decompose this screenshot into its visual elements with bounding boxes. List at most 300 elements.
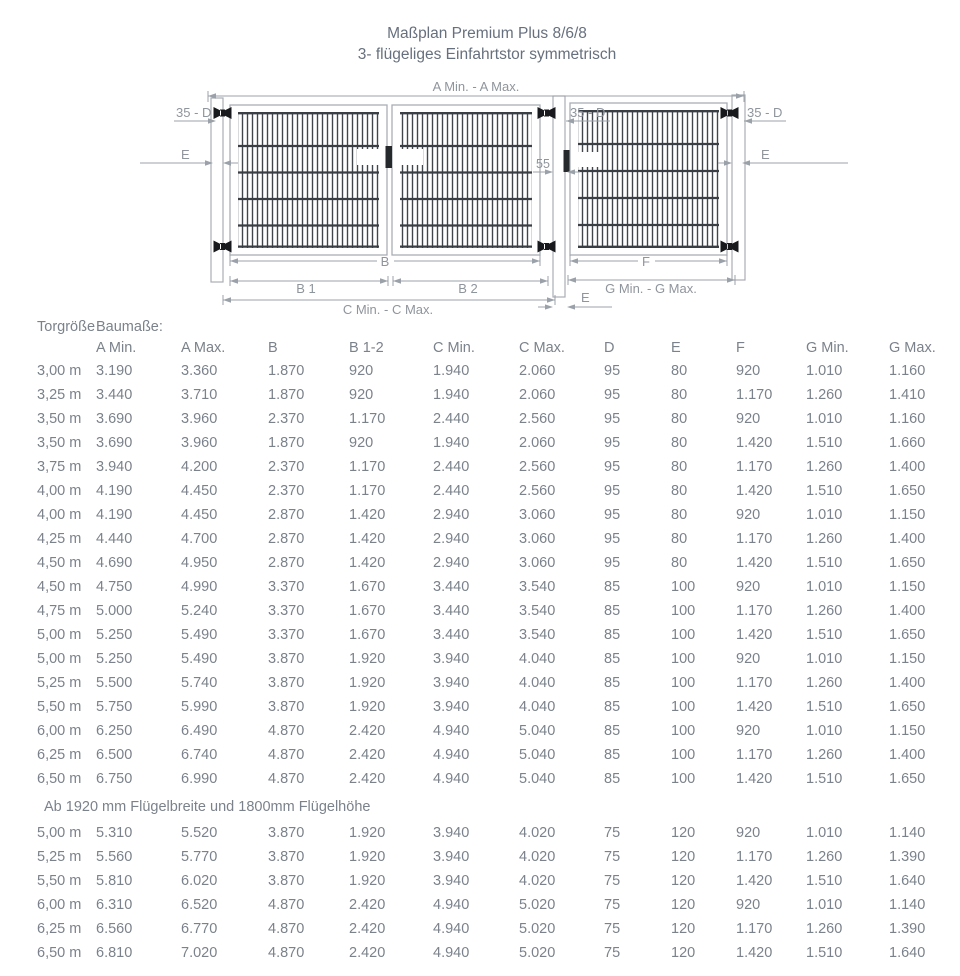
table-cell: 1.150 (889, 723, 926, 739)
table-cell: 1.420 (736, 945, 773, 961)
table-cell: 3.940 (433, 825, 470, 841)
table-cell: 2.560 (519, 483, 556, 499)
table-cell: 6.020 (181, 873, 218, 889)
table-cell: 7.020 (181, 945, 218, 961)
section-note: Ab 1920 mm Flügelbreite und 1800mm Flügelhöhe (44, 799, 371, 815)
table-cell: 1.160 (889, 411, 926, 427)
table-cell: 6.740 (181, 747, 218, 763)
table-cell: 2.440 (433, 459, 470, 475)
table-cell: 5,00 m (37, 627, 82, 643)
table-cell: 1.260 (806, 531, 843, 547)
hinge-icon (721, 241, 739, 253)
table-row (0, 383, 960, 407)
table-cell: 3.940 (433, 699, 470, 715)
table-cell: 100 (671, 603, 696, 619)
table-cell: 4.940 (433, 771, 470, 787)
table-cell: 4.950 (181, 555, 218, 571)
table-cell: 1.170 (349, 483, 386, 499)
table-cell: 100 (671, 699, 696, 715)
table-cell: 920 (736, 411, 761, 427)
table-row (0, 719, 960, 743)
dim-label-g: G Min. - G Max. (605, 281, 697, 296)
table-cell: 80 (671, 363, 688, 379)
table-cell: 3,75 m (37, 459, 82, 475)
table-cell: 1.940 (433, 435, 470, 451)
table-cell: 5.500 (96, 675, 133, 691)
dim-label-a: A Min. - A Max. (432, 79, 520, 94)
col-header-f: F (736, 340, 745, 356)
hinge-icon (538, 241, 556, 253)
table-row (0, 623, 960, 647)
table-cell: 95 (604, 387, 621, 403)
table-cell: 6,50 m (37, 945, 82, 961)
table-cell: 1.420 (349, 507, 386, 523)
table-cell: 85 (604, 603, 621, 619)
table-cell: 3.440 (433, 627, 470, 643)
table-cell: 5.040 (519, 723, 556, 739)
table-cell: 5.250 (96, 651, 133, 667)
table-cell: 2.440 (433, 483, 470, 499)
col-header-d: D (604, 340, 615, 356)
table-cell: 1.920 (349, 699, 386, 715)
table-cell: 1.150 (889, 579, 926, 595)
table-cell: 3.940 (433, 675, 470, 691)
table-cell: 3,50 m (37, 435, 82, 451)
table-cell: 6.500 (96, 747, 133, 763)
dim-label-e-bottom: E (581, 290, 590, 305)
table-cell: 75 (604, 897, 621, 913)
table-row (0, 917, 960, 941)
table-cell: 4.190 (96, 483, 133, 499)
table-cell: 2.940 (433, 555, 470, 571)
table-cell: 1.260 (806, 459, 843, 475)
col-header-b: B (268, 340, 278, 356)
dim-label-55: 55 (536, 157, 550, 171)
table-cell: 920 (736, 723, 761, 739)
table-cell: 4,50 m (37, 555, 82, 571)
table-cell: 120 (671, 945, 696, 961)
table-cell: 1.920 (349, 825, 386, 841)
table-header-group (0, 317, 960, 338)
table-cell: 1.170 (349, 411, 386, 427)
table-cell: 120 (671, 921, 696, 937)
table-cell: 1.010 (806, 723, 843, 739)
table-cell: 85 (604, 771, 621, 787)
table-cell: 6.810 (96, 945, 133, 961)
table-cell: 1.170 (736, 387, 773, 403)
col-header-b12: B 1-2 (349, 340, 384, 356)
table-cell: 5.020 (519, 897, 556, 913)
table-cell: 95 (604, 507, 621, 523)
table-cell: 4.450 (181, 483, 218, 499)
table-cell: 1.420 (736, 483, 773, 499)
table-cell: 6.250 (96, 723, 133, 739)
table-cell: 5.040 (519, 771, 556, 787)
table-cell: 2.420 (349, 921, 386, 937)
table-cell: 2.370 (268, 459, 305, 475)
table-cell: 3.940 (96, 459, 133, 475)
table-cell: 4,00 m (37, 483, 82, 499)
table-cell: 3.870 (268, 675, 305, 691)
table-row (0, 503, 960, 527)
table-cell: 3.960 (181, 411, 218, 427)
table-cell: 1.390 (889, 849, 926, 865)
post-left (211, 98, 223, 282)
table-cell: 1.010 (806, 579, 843, 595)
table-cell: 6.520 (181, 897, 218, 913)
table-cell: 4.870 (268, 945, 305, 961)
table-cell: 80 (671, 555, 688, 571)
table-cell: 3.060 (519, 531, 556, 547)
table-cell: 120 (671, 873, 696, 889)
table-cell: 1.400 (889, 459, 926, 475)
dim-label-35d-right: 35 - D (747, 105, 783, 120)
table-cell: 6,25 m (37, 921, 82, 937)
table-cell: 3.540 (519, 603, 556, 619)
table-cell: 1.510 (806, 873, 843, 889)
table-cell: 4.020 (519, 873, 556, 889)
table-cell: 1.410 (889, 387, 926, 403)
table-cell: 1.170 (736, 531, 773, 547)
table-cell: 5.250 (96, 627, 133, 643)
table-cell: 1.010 (806, 651, 843, 667)
table-row (0, 599, 960, 623)
table-row (0, 431, 960, 455)
table-cell: 2.440 (433, 411, 470, 427)
table-cell: 3.190 (96, 363, 133, 379)
table-cell: 100 (671, 627, 696, 643)
table-cell: 1.420 (736, 873, 773, 889)
dim-label-c: C Min. - C Max. (342, 302, 434, 317)
table-cell: 2.940 (433, 507, 470, 523)
table-cell: 4,75 m (37, 603, 82, 619)
table-cell: 5.490 (181, 651, 218, 667)
table-cell: 6,00 m (37, 897, 82, 913)
table-cell: 3.960 (181, 435, 218, 451)
table-cell: 3.540 (519, 627, 556, 643)
table-cell: 1.170 (349, 459, 386, 475)
table-cell: 85 (604, 579, 621, 595)
table-cell: 1.260 (806, 921, 843, 937)
table-row (0, 647, 960, 671)
table-cell: 4,50 m (37, 579, 82, 595)
header-torgroesse: Torgröße (37, 319, 96, 335)
table-cell: 85 (604, 675, 621, 691)
table-cell: 3,50 m (37, 411, 82, 427)
table-cell: 1.940 (433, 363, 470, 379)
table-cell: 80 (671, 507, 688, 523)
table-cell: 1.150 (889, 507, 926, 523)
table-cell: 2.560 (519, 411, 556, 427)
table-cell: 1.670 (349, 627, 386, 643)
table-cell: 1.650 (889, 627, 926, 643)
table-cell: 1.420 (736, 699, 773, 715)
table-cell: 100 (671, 747, 696, 763)
table-cell: 1.420 (349, 531, 386, 547)
table-cell: 3.870 (268, 651, 305, 667)
table-cell: 1.400 (889, 531, 926, 547)
table-cell: 3,00 m (37, 363, 82, 379)
table-cell: 5.560 (96, 849, 133, 865)
title-line-2: 3- flügeliges Einfahrtstor symmetrisch (357, 46, 617, 63)
table-section-1 (0, 359, 960, 791)
table-cell: 75 (604, 945, 621, 961)
table-cell: 1.420 (736, 435, 773, 451)
table-cell: 4.870 (268, 921, 305, 937)
table-cell: 1.140 (889, 897, 926, 913)
table-cell: 85 (604, 627, 621, 643)
table-cell: 5,50 m (37, 873, 82, 889)
table-cell: 3.870 (268, 699, 305, 715)
table-cell: 6.750 (96, 771, 133, 787)
table-cell: 1.170 (736, 747, 773, 763)
dim-label-35d-left: 35 - D (176, 105, 212, 120)
table-cell: 1.150 (889, 651, 926, 667)
table-cell: 2.870 (268, 531, 305, 547)
table-cell: 4.990 (181, 579, 218, 595)
table-cell: 100 (671, 675, 696, 691)
table-cell: 4.690 (96, 555, 133, 571)
table-cell: 1.260 (806, 675, 843, 691)
post-middle (553, 96, 565, 297)
table-cell: 80 (671, 435, 688, 451)
table-cell: 1.260 (806, 747, 843, 763)
table-section-2 (0, 821, 960, 965)
table-cell: 1.660 (889, 435, 926, 451)
table-cell: 1.160 (889, 363, 926, 379)
table-cell: 120 (671, 825, 696, 841)
table-cell: 2.870 (268, 555, 305, 571)
table-row (0, 767, 960, 791)
table-cell: 5.020 (519, 945, 556, 961)
table-row (0, 551, 960, 575)
table-cell: 3.940 (433, 651, 470, 667)
table-cell: 1.260 (806, 849, 843, 865)
table-cell: 120 (671, 849, 696, 865)
table-cell: 1.650 (889, 483, 926, 499)
table-cell: 1.670 (349, 579, 386, 595)
table-cell: 3.690 (96, 411, 133, 427)
dim-label-b2: B 2 (458, 281, 478, 296)
table-cell: 2.060 (519, 363, 556, 379)
table-row (0, 743, 960, 767)
table-row (0, 479, 960, 503)
table-cell: 85 (604, 699, 621, 715)
table-cell: 3.370 (268, 579, 305, 595)
table-cell: 4.940 (433, 897, 470, 913)
table-cell: 920 (736, 897, 761, 913)
table-cell: 3.710 (181, 387, 218, 403)
table-row (0, 869, 960, 893)
table-cell: 4.040 (519, 699, 556, 715)
table-cell: 1.670 (349, 603, 386, 619)
table-cell: 3.940 (433, 873, 470, 889)
table-cell: 1.920 (349, 651, 386, 667)
table-cell: 75 (604, 849, 621, 865)
table-cell: 6,50 m (37, 771, 82, 787)
table-cell: 1.400 (889, 675, 926, 691)
table-cell: 1.390 (889, 921, 926, 937)
table-cell: 1.650 (889, 771, 926, 787)
table-cell: 920 (736, 825, 761, 841)
col-header-c-min: C Min. (433, 340, 475, 356)
table-cell: 80 (671, 411, 688, 427)
table-cell: 1.510 (806, 699, 843, 715)
table-cell: 2.060 (519, 435, 556, 451)
table-cell: 3.440 (96, 387, 133, 403)
table-cell: 5.040 (519, 747, 556, 763)
table-cell: 2.870 (268, 507, 305, 523)
table-cell: 5.990 (181, 699, 218, 715)
col-header-g-min: G Min. (806, 340, 849, 356)
table-cell: 80 (671, 483, 688, 499)
table-cell: 2.370 (268, 483, 305, 499)
table-cell: 1.640 (889, 873, 926, 889)
table-cell: 80 (671, 387, 688, 403)
table-row (0, 845, 960, 869)
table-cell: 2.940 (433, 531, 470, 547)
table-cell: 5,00 m (37, 825, 82, 841)
table-cell: 5,25 m (37, 675, 82, 691)
table-cell: 95 (604, 555, 621, 571)
table-row (0, 359, 960, 383)
table-row (0, 455, 960, 479)
table-cell: 1.170 (736, 459, 773, 475)
table-cell: 1.870 (268, 363, 305, 379)
table-cell: 1.510 (806, 771, 843, 787)
table-cell: 95 (604, 363, 621, 379)
table-cell: 6.310 (96, 897, 133, 913)
table-cell: 1.510 (806, 555, 843, 571)
table-row (0, 407, 960, 431)
table-cell: 4.870 (268, 747, 305, 763)
table-cell: 1.260 (806, 603, 843, 619)
table-cell: 3.690 (96, 435, 133, 451)
table-cell: 3.870 (268, 825, 305, 841)
table-cell: 1.870 (268, 387, 305, 403)
table-cell: 1.010 (806, 411, 843, 427)
table-row (0, 941, 960, 965)
table-cell: 80 (671, 531, 688, 547)
table-cell: 4.040 (519, 675, 556, 691)
table-cell: 3.940 (433, 849, 470, 865)
header-baumasse: Baumaße: (96, 319, 163, 335)
table-cell: 4.040 (519, 651, 556, 667)
table-cell: 75 (604, 825, 621, 841)
table-cell: 1.010 (806, 825, 843, 841)
table-cell: 1.400 (889, 603, 926, 619)
table-row (0, 671, 960, 695)
table-column-headers (0, 338, 960, 359)
table-cell: 85 (604, 651, 621, 667)
table-cell: 6.990 (181, 771, 218, 787)
table-row (0, 821, 960, 845)
table-cell: 2.420 (349, 723, 386, 739)
table-cell: 4.940 (433, 945, 470, 961)
table-cell: 4.870 (268, 723, 305, 739)
table-cell: 6.490 (181, 723, 218, 739)
table-cell: 6.560 (96, 921, 133, 937)
hinge-icon (721, 107, 739, 119)
table-cell: 2.420 (349, 945, 386, 961)
table-cell: 1.650 (889, 555, 926, 571)
gate-technical-drawing (0, 0, 960, 330)
dim-label-e-right: E (761, 147, 770, 162)
table-cell: 5.750 (96, 699, 133, 715)
table-cell: 1.170 (736, 921, 773, 937)
table-cell: 5,00 m (37, 651, 82, 667)
table-cell: 75 (604, 921, 621, 937)
table-cell: 1.420 (736, 555, 773, 571)
table-cell: 920 (736, 579, 761, 595)
table-cell: 1.650 (889, 699, 926, 715)
table-cell: 4.940 (433, 723, 470, 739)
table-cell: 1.010 (806, 363, 843, 379)
table-cell: 1.920 (349, 675, 386, 691)
table-cell: 1.510 (806, 435, 843, 451)
table-cell: 2.420 (349, 747, 386, 763)
table-cell: 1.420 (736, 627, 773, 643)
col-header-a-min: A Min. (96, 340, 137, 356)
table-cell: 3.370 (268, 627, 305, 643)
table-cell: 4.870 (268, 771, 305, 787)
table-cell: 95 (604, 459, 621, 475)
table-cell: 1.920 (349, 849, 386, 865)
table-cell: 1.640 (889, 945, 926, 961)
table-cell: 5.000 (96, 603, 133, 619)
table-cell: 2.420 (349, 897, 386, 913)
table-cell: 5.740 (181, 675, 218, 691)
latch-center (386, 146, 393, 168)
table-cell: 100 (671, 723, 696, 739)
col-header-a-max: A Max. (181, 340, 226, 356)
table-cell: 4,25 m (37, 531, 82, 547)
table-cell: 5,50 m (37, 699, 82, 715)
table-cell: 920 (349, 387, 374, 403)
table-cell: 1.420 (349, 555, 386, 571)
table-cell: 75 (604, 873, 621, 889)
table-cell: 1.010 (806, 897, 843, 913)
table-cell: 5.020 (519, 921, 556, 937)
table-cell: 4.940 (433, 747, 470, 763)
table-cell: 4.940 (433, 921, 470, 937)
table-cell: 3.870 (268, 849, 305, 865)
col-header-e: E (671, 340, 681, 356)
table-cell: 2.060 (519, 387, 556, 403)
table-cell: 85 (604, 747, 621, 763)
dim-label-f: F (642, 254, 650, 269)
table-cell: 6.770 (181, 921, 218, 937)
dim-label-e-left: E (181, 147, 190, 162)
table-cell: 2.420 (349, 771, 386, 787)
table-cell: 6,25 m (37, 747, 82, 763)
table-cell: 4,00 m (37, 507, 82, 523)
col-header-c-max: C Max. (519, 340, 565, 356)
table-row (0, 695, 960, 719)
table-cell: 5.310 (96, 825, 133, 841)
hinge-icon (538, 107, 556, 119)
table-cell: 1.400 (889, 747, 926, 763)
table-cell: 1.510 (806, 627, 843, 643)
table-cell: 4.440 (96, 531, 133, 547)
table-cell: 3.060 (519, 507, 556, 523)
table-cell: 5.490 (181, 627, 218, 643)
dim-label-35d-mid: 35 - D (570, 105, 606, 120)
table-cell: 3.370 (268, 603, 305, 619)
table-cell: 1.870 (268, 435, 305, 451)
table-cell: 120 (671, 897, 696, 913)
table-cell: 100 (671, 579, 696, 595)
